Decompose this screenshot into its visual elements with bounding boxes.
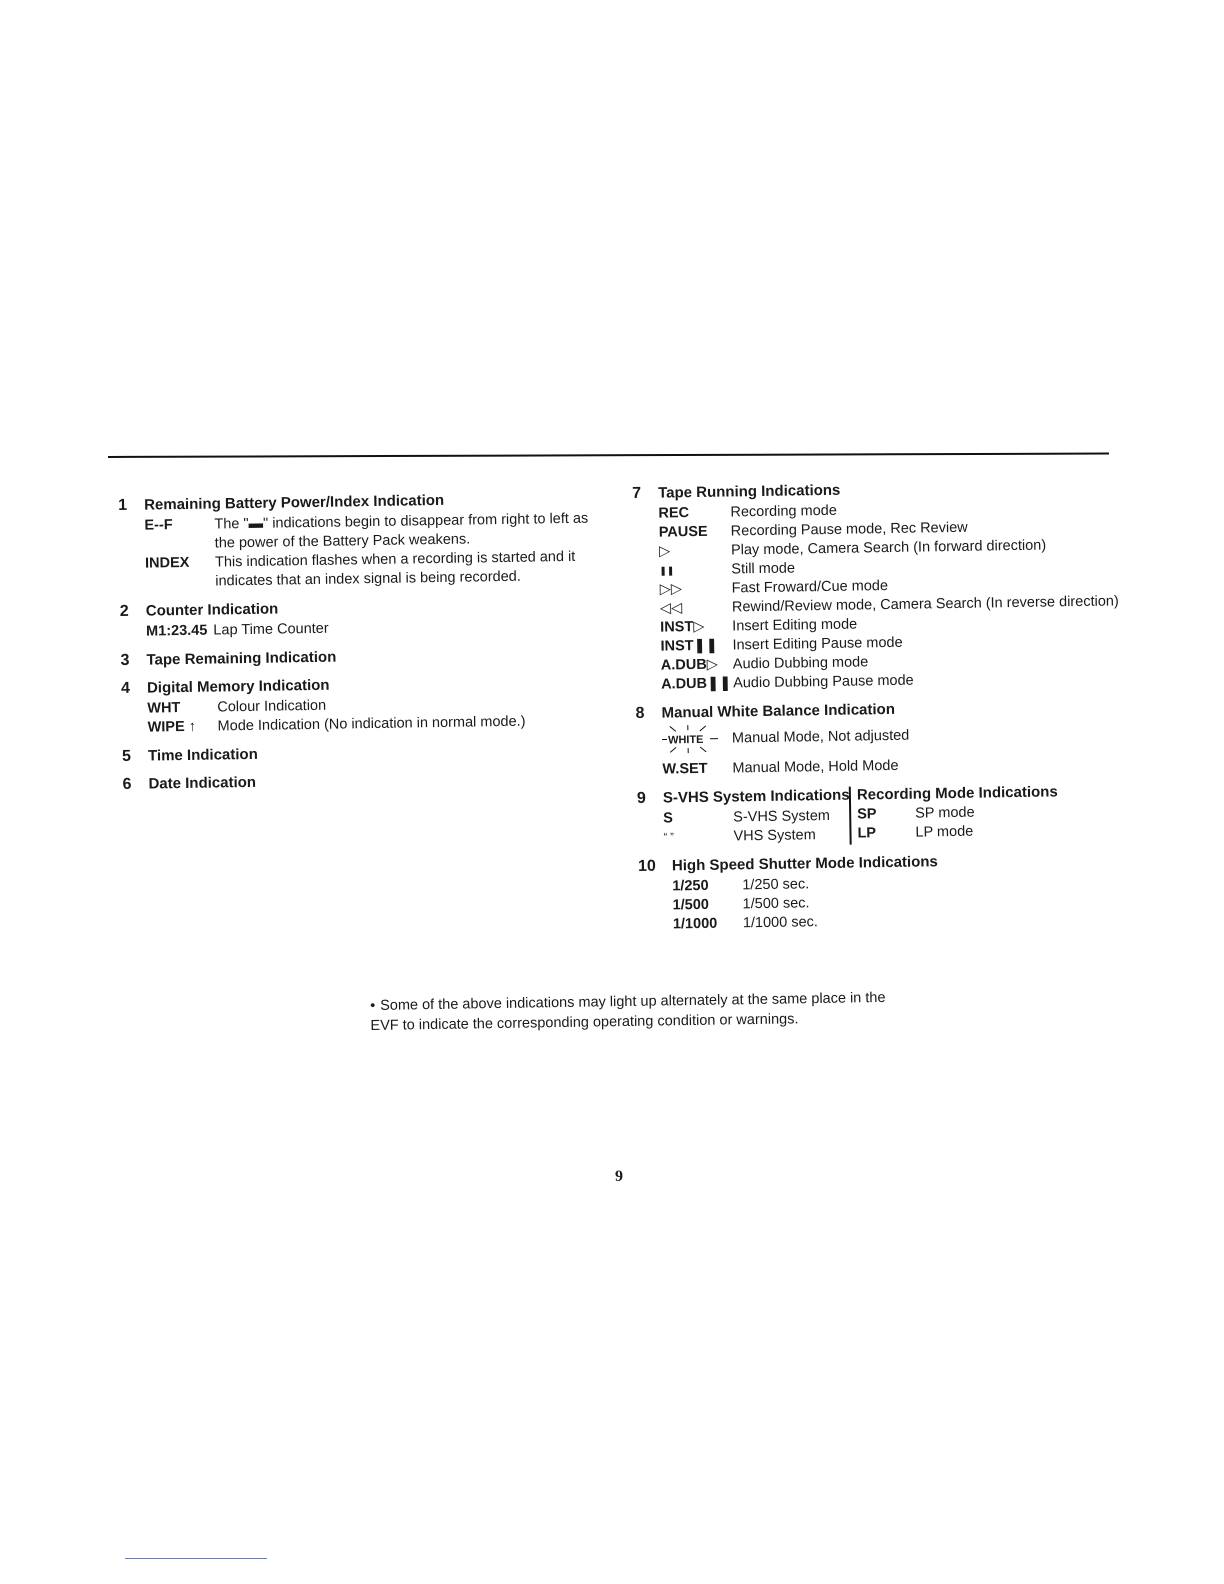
indication-row	[145, 547, 600, 592]
section-heading: Counter Indication	[145, 600, 279, 620]
indication-code: 1/1000	[672, 915, 718, 933]
section-number: 9	[636, 789, 646, 807]
section-number: 5	[121, 747, 132, 765]
section-title	[122, 768, 602, 794]
section-2	[120, 595, 601, 642]
indication-code: W.SET	[662, 760, 708, 778]
section-6	[122, 768, 602, 794]
indication-code: INST▷	[660, 618, 705, 636]
right-column	[632, 477, 1129, 945]
section-number: 1	[118, 496, 128, 514]
svhs-block	[637, 787, 850, 848]
indication-code: M1:23.45	[145, 622, 208, 640]
indication-desc: S-VHS System	[733, 807, 831, 826]
note-text: Some of the above indications may light up alternately at the same place in the EVF to indicate the corresponding operating condition or warnings.	[370, 989, 886, 1034]
section-10	[638, 850, 1129, 935]
indication-code: A.DUB❚❚	[661, 675, 732, 693]
indication-desc: 1/1000 sec.	[742, 914, 818, 932]
indication-desc: The "▬" indications begin to disappear from right to left as the power of the Battery Pack weakens.	[214, 510, 589, 552]
indication-row	[857, 821, 1058, 843]
section-3	[120, 644, 600, 670]
section-number: 10	[637, 857, 656, 875]
indication-desc: Rewind/Review mode, Camera Search (In reverse direction)	[731, 593, 1119, 616]
indication-desc: Colour Indication	[217, 697, 327, 716]
indication-desc: VHS System	[733, 827, 816, 845]
section-number: 7	[632, 484, 642, 502]
section-heading: Time Indication	[147, 745, 258, 765]
indication-code: ❚❚	[659, 565, 675, 576]
indication-code: 1/500	[672, 896, 710, 914]
indication-code: INDEX	[144, 554, 190, 572]
section-title	[637, 787, 849, 808]
section-heading: High Speed Shutter Mode Indications	[671, 853, 938, 875]
indication-code: WHT	[147, 700, 181, 717]
indication-desc: Play mode, Camera Search (In forward direction)	[730, 537, 1047, 559]
indication-row	[663, 826, 849, 848]
indication-desc: Recording Pause mode, Rec Review	[730, 519, 968, 540]
indication-desc: Mode Indication (No indication in normal mode.)	[217, 713, 526, 735]
indication-desc: 1/250 sec.	[742, 876, 810, 894]
indication-desc: Fast Froward/Cue mode	[731, 577, 889, 597]
section-4	[121, 672, 602, 738]
section-heading: Date Indication	[148, 773, 257, 793]
indication-code: A.DUB▷	[660, 656, 719, 674]
indication-desc: Audio Dubbing mode	[732, 654, 869, 673]
indication-code: REC	[658, 505, 690, 522]
top-rule	[108, 453, 1109, 458]
indication-code: 1/250	[672, 877, 709, 895]
left-column	[118, 489, 603, 804]
indication-code: LP	[857, 825, 877, 842]
section-title	[120, 644, 600, 670]
white-label: WHITE	[667, 733, 704, 747]
footer-line	[125, 1558, 267, 1559]
section-9-split	[637, 782, 1128, 848]
indication-code: SP	[857, 806, 877, 823]
section-8	[635, 697, 1126, 780]
indication-code: INST❚❚	[660, 637, 718, 655]
section-heading: S-VHS System Indications	[662, 786, 850, 807]
section-number: 3	[120, 651, 130, 669]
section-number: 2	[119, 602, 129, 620]
indication-code: “ ”	[663, 831, 675, 844]
note-paragraph	[370, 988, 891, 1036]
section-heading: Tape Running Indications	[657, 481, 841, 502]
indication-desc: Lap Time Counter	[213, 620, 329, 639]
section-heading: Tape Remaining Indication	[146, 648, 337, 669]
section-7	[632, 477, 1125, 695]
section-9	[637, 782, 1128, 848]
section-title	[122, 740, 602, 766]
section-number: 4	[120, 679, 131, 697]
section-number: 6	[122, 775, 132, 793]
page-number: 9	[615, 1168, 623, 1185]
indication-desc: SP mode	[915, 804, 975, 822]
indication-desc: This indication flashes when a recording is started and it indicates that an index signal is being recorded.	[214, 548, 576, 590]
indication-code: PAUSE	[658, 523, 708, 541]
indication-desc: Still mode	[731, 560, 796, 578]
indication-code: WIPE ↑	[147, 718, 197, 736]
indication-desc: Manual Mode, Not adjusted	[731, 727, 910, 746]
indication-desc: Insert Editing mode	[732, 616, 858, 635]
indication-row	[662, 753, 1126, 779]
section-heading: Recording Mode Indications	[856, 783, 1058, 804]
section-heading: Manual White Balance Indication	[661, 700, 896, 722]
section-heading: Digital Memory Indication	[146, 676, 330, 697]
section-number: 8	[635, 704, 645, 722]
indication-desc: Recording mode	[730, 502, 837, 521]
indication-code: E--F	[144, 517, 173, 534]
indication-desc: Manual Mode, Hold Mode	[732, 757, 899, 777]
indication-code: ◁◁	[659, 600, 683, 617]
indication-code: S	[663, 810, 674, 827]
indication-code: ▷	[658, 543, 671, 560]
indication-row	[662, 717, 1126, 754]
recording-mode-block	[849, 783, 1059, 844]
white-balance-icon	[662, 724, 722, 755]
bullet-point: •	[370, 997, 376, 1014]
indication-desc: Audio Dubbing Pause mode	[733, 672, 914, 692]
section-heading: Remaining Battery Power/Index Indication	[143, 491, 445, 514]
indication-code: ▷▷	[659, 581, 683, 598]
section-5	[122, 740, 602, 766]
section-1	[118, 489, 599, 593]
indication-desc: 1/500 sec.	[742, 895, 810, 913]
indication-desc: Insert Editing Pause mode	[732, 634, 903, 654]
indication-desc: LP mode	[915, 823, 974, 841]
